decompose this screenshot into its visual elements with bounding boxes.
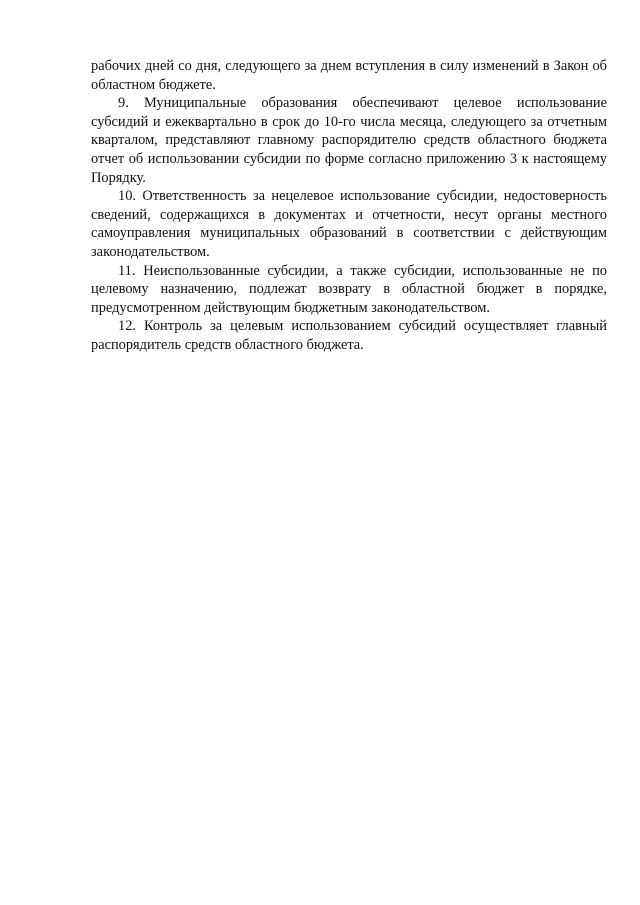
paragraph-10: 10. Ответственность за нецелевое использование субсидии, недостоверность сведений, содержащихся в документах и отчетности, несут органы местного самоуправления муниципальных образований в соответствии с действующим законодательством. <box>91 188 607 260</box>
paragraph-11: 11. Неиспользованные субсидии, а также субсидии, использованные не по целевому назначению, подлежат возврату в областной бюджет в порядке, предусмотренном действующим бюджетным законодательством. <box>91 262 607 316</box>
document-page <box>91 57 607 355</box>
paragraph-9: 9. Муниципальные образования обеспечивают целевое использование субсидий и ежеквартально в срок до 10-го числа месяца, следующего за отчетным кварталом, представляют главному распорядителю средств областного бюджета отчет об использовании субсидии по форме согласно приложению 3 к настоящему Порядку. <box>91 95 607 186</box>
paragraph-continuation: рабочих дней со дня, следующего за днем вступления в силу изменений в Закон об областном бюджете. <box>91 58 607 93</box>
paragraph-12: 12. Контроль за целевым использованием субсидий осуществляет главный распорядитель средств областного бюджета. <box>91 318 607 353</box>
